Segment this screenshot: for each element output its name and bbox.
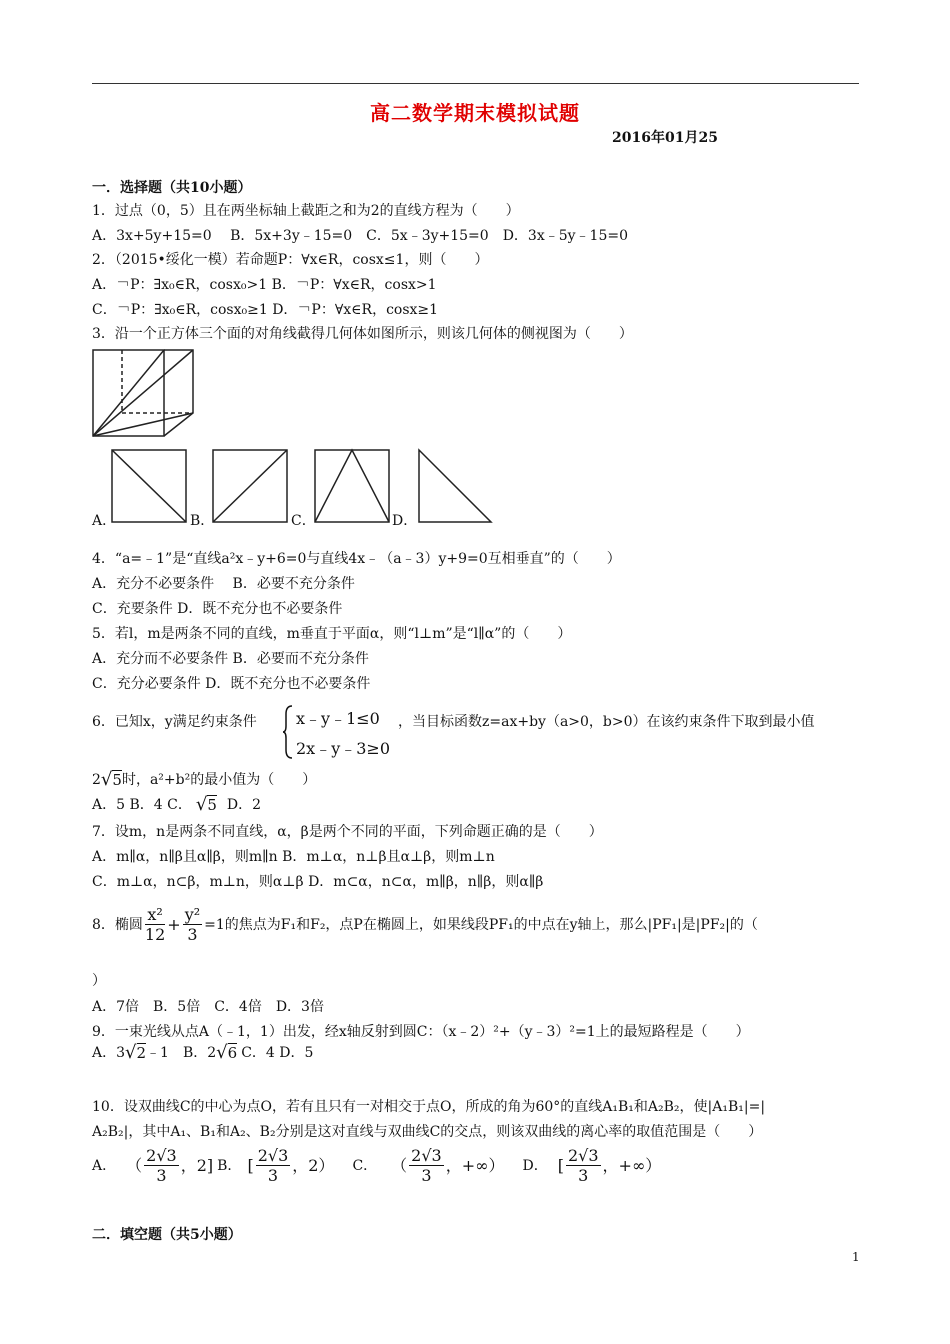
q10-options [92,1146,661,1185]
q8-frac2-den: 3 [187,925,198,944]
q10-c-num: 2√3 [411,1146,442,1165]
q8-stem [92,905,758,944]
q10-b-num: 2√3 [257,1146,289,1165]
q10-option-b-fraction [256,1146,291,1185]
q9-after-b: C．4 D．5 [241,1044,314,1061]
q10-c-den: 3 [421,1166,432,1185]
q8-fraction-x [145,905,165,944]
q1-options: A．3x+5y+15=0 B．5x+3y﹣15=0 C．5x﹣3y+15=0 D．3x﹣5y﹣15=0 [92,228,628,244]
q10-option-d-label: D． [522,1157,548,1174]
q10-option-a-open: （ [126,1155,143,1175]
q6-options-suffix: D．2 [226,796,261,813]
q8-prefix: 8．椭圆 [92,916,143,933]
q8-frac1-num: x² [147,905,163,924]
q6-options-radicand: 5 [207,796,217,814]
q6-stem-line2 [92,770,316,789]
q10-option-c-tail: ，+∞） [445,1155,505,1175]
q4-options-cd: C．充要条件 D．既不充分也不必要条件 [92,601,343,617]
q2-stem: 2．（2015•绥化一模）若命题P：∀x∈R，cosx≤1，则（ ） [92,252,489,268]
q10-option-b-tail: ，2） [292,1155,335,1175]
q10-option-c-label: C． [352,1157,378,1174]
q9-stem: 9．一束光线从点A（﹣1，1）出发，经x轴反射到圆C：（x﹣2）²+（y﹣3）²=1上的最短路程是（ ） [92,1024,750,1040]
q10-a-num: 2√3 [146,1146,177,1165]
q10-option-a-tail: ，2] [180,1155,214,1175]
q3-solid-figure [90,347,196,439]
q10-d-num: 2√3 [567,1146,599,1165]
exam-date: 2016年01月25 [612,130,718,146]
q10-d-den: 3 [578,1166,589,1185]
q7-options-cd: C．m⊥α，n⊂β，m⊥n，则α⊥β D．m⊂α，n⊂α，m∥β，n∥β，则α∥β [92,874,544,890]
q9-option-a: A．3 [92,1044,126,1061]
q10-option-a-fraction [144,1146,179,1185]
q5-options-cd: C．充分必要条件 D．既不充分也不必要条件 [92,676,371,692]
q10-option-c-open: （ [391,1155,408,1175]
q9-radicand-a: 2 [136,1044,147,1062]
q6-options-prefix: A．5 B．4 C． [92,796,192,813]
q3-option-b-label: B． [190,513,215,529]
q7-options-ab: A．m∥α，n∥β且α∥β，则m∥n B．m⊥α，n⊥β且α⊥β，则m⊥n [92,849,495,865]
q8-suffix: =1的焦点为F₁和F₂，点P在椭圆上，如果线段PF₁的中点在y轴上，那么|PF₁|是|PF₂|的（ [204,916,758,933]
q3-option-c-figure [313,448,391,524]
q10-option-a-label: A． [92,1157,117,1174]
q9-after-a: ﹣1 B．2 [146,1044,217,1061]
q10-a-den: 3 [156,1166,167,1185]
q8-close-paren: ） [92,973,106,989]
sqrt-icon: √ [125,1041,137,1063]
q4-options-ab: A．充分不必要条件 B．必要不充分条件 [92,576,355,592]
left-brace-icon [282,704,294,760]
q9-radicand-b: 6 [227,1044,238,1062]
q6-constraint-system [282,704,394,760]
q6-options [92,795,261,814]
q10-stem-line2: A₂B₂|，其中A₁、B₁和A₂、B₂分别是这对直线与双曲线C的交点，则该双曲线的离心率的取值范围是（ ） [92,1124,763,1140]
q8-frac2-num: y² [184,905,201,924]
q6-stem-suffix: ，当目标函数z=ax+by（a>0，b>0）在该约束条件下取到最小值 [398,714,815,730]
q8-fraction-y [183,905,202,944]
q10-option-c-fraction [409,1146,444,1185]
q3-option-a-label: A． [92,513,117,529]
q5-options-ab: A．充分而不必要条件 B．必要而不充分条件 [92,651,369,667]
q3-option-d-figure [415,448,493,524]
q8-options: A．7倍 B．5倍 C．4倍 D．3倍 [92,999,324,1015]
q4-stem: 4．“a=﹣1”是“直线a²x﹣y+6=0与直线4x﹣（a﹣3）y+9=0互相垂直”的（ ） [92,551,621,567]
sqrt-icon: √ [195,793,208,815]
q1-stem: 1．过点（0，5）且在两坐标轴上截距之和为2的直线方程为（ ） [92,203,520,219]
plus-sign: + [167,914,181,934]
section1-heading: 一．选择题（共10小题） [92,180,252,196]
q7-stem: 7．设m，n是两条不同直线，α，β是两个不同的平面，下列命题正确的是（ ） [92,824,603,840]
section2-heading: 二．填空题（共5小题） [92,1227,242,1243]
header-rule [92,83,859,84]
q3-option-a-figure [110,448,188,524]
q2-options-cd: C．￢P：∃x₀∈R，cosx₀≥1 D．￢P：∀x∈R，cosx≥1 [92,302,439,318]
q3-option-d-label: D． [392,513,418,529]
q10-b-den: 3 [267,1166,279,1185]
q10-option-b-open: [ [247,1155,254,1175]
q6-radicand: 5 [112,771,122,789]
q2-options-ab: A．￢P：∃x₀∈R，cosx₀>1 B．￢P：∀x∈R，cosx>1 [92,277,437,293]
q10-option-d-tail: ，+∞） [602,1155,662,1175]
q10-option-d-fraction [566,1146,601,1185]
q6-stem-prefix: 6．已知x，y满足约束条件 [92,714,257,730]
q3-option-b-figure [211,448,289,524]
q10-stem-line1: 10．设双曲线C的中心为点O，若有且只有一对相交于点O，所成的角为60°的直线A₁B₁和A₂B₂，使|A₁B₁|=| [92,1099,766,1115]
page-title: 高二数学期末模拟试题 [370,101,580,125]
sqrt-icon: √ [100,768,113,790]
page-number: 1 [852,1250,860,1264]
q6-constraint-2: 2x﹣y﹣3≥0 [296,739,391,758]
q10-option-b-label: B． [217,1157,242,1174]
q6-coef: 2 [92,771,101,788]
q3-stem: 3．沿一个正方体三个面的对角线截得几何体如图所示，则该几何体的侧视图为（ ） [92,326,633,342]
q5-stem: 5．若l，m是两条不同的直线，m垂直于平面α，则“l⊥m”是“l∥α”的（ ） [92,626,572,642]
q3-option-c-label: C． [291,513,316,529]
q6-line2-text: 时，a²+b²的最小值为（ ） [121,771,317,788]
q10-option-d-open: [ [557,1155,564,1175]
q8-frac1-den: 12 [144,925,166,944]
q9-options [92,1043,313,1062]
sqrt-icon: √ [216,1041,228,1063]
q6-constraint-1: x﹣y﹣1≤0 [296,709,380,728]
